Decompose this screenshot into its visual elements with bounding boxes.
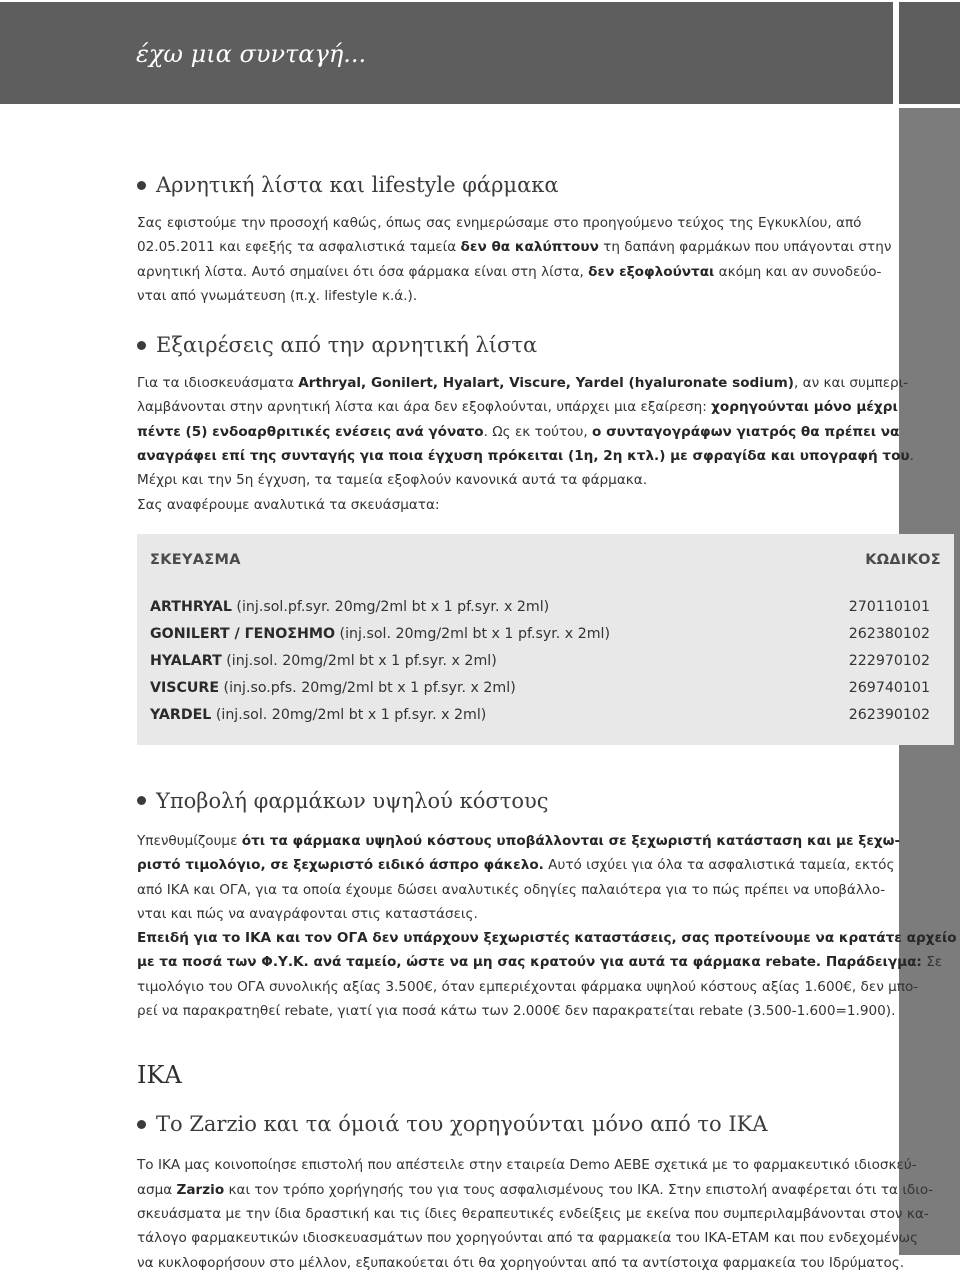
text-line — [137, 829, 954, 853]
text-line — [137, 999, 954, 1023]
table-row — [137, 648, 954, 675]
text-line — [137, 1251, 954, 1275]
bold-text: με τα ποσά των Φ.Υ.Κ. ανά ταμείο, ώστε να μη σας κρατούν για αυτά τα φάρμακα rebate. Παράδειγμα: — [137, 954, 922, 971]
text: Μέχρι και την 5η έγχυση, τα ταμεία εξοφλούν κανονικά αυτά τα φάρμακα. — [137, 472, 648, 489]
product-name: ARTHRYAL — [150, 599, 232, 616]
side-accent-top — [899, 2, 960, 104]
text: , αν και συμπερι- — [793, 375, 909, 392]
product-desc: (inj.so.pfs. 20mg/2ml bt x 1 pf.syr. x 2ml) — [219, 680, 516, 697]
text: τιμολόγιο του ΟΓΑ συνολικής αξίας 3.500€, όταν εμπεριέχονται φάρμακα υψηλού κόστους αξίας 1.600€, δεν μπο- — [137, 978, 919, 995]
product-desc: (inj.sol. 20mg/2ml bt x 1 pf.syr. x 2ml) — [221, 653, 497, 670]
bold-text: Zarzio — [176, 1181, 225, 1198]
text-line — [137, 468, 954, 492]
bullet-icon — [137, 796, 146, 805]
bold-text: χορηγούνται μόνο μέχρι — [711, 399, 898, 416]
paragraph-zarzio — [137, 1153, 954, 1274]
product-code: 269740101 — [848, 680, 930, 697]
text: Το ΙΚΑ μας κοινοποίησε επιστολή που απέστειλε στην εταιρεία Demo ΑΕΒΕ σχετικά με το φαρμακευτικό ιδιοσκεύ- — [137, 1157, 917, 1174]
table-row — [137, 594, 954, 621]
text-line — [137, 975, 954, 999]
header-bar — [0, 2, 893, 104]
text: Αυτό ισχύει για όλα τα ασφαλιστικά ταμεία, εκτός — [543, 857, 895, 874]
text-line — [137, 950, 954, 974]
product-desc: (inj.sol. 20mg/2ml bt x 1 pf.syr. x 2ml) — [211, 707, 487, 724]
product-name: GONILERT / ΓΕΝΟΣΗΜΟ — [150, 626, 336, 643]
text: Για τα ιδιοσκευάσματα — [137, 375, 299, 392]
text: νται από γνωμάτευση (π.χ. lifestyle κ.ά.). — [137, 287, 418, 304]
product-name: VISCURE — [150, 680, 220, 697]
text: τάλογο φαρμακευτικών ιδιοσκευασμάτων που χορηγούνται από τα φαρμακεία του ΙΚΑ-ΕΤΑΜ και που ενδεχομένως — [137, 1230, 919, 1247]
bold-text: αναγράφει επί της συνταγής για ποια έγχυση πρόκειται (1η, 2η κτλ.) με σφραγίδα και υπογραφή του — [137, 448, 910, 465]
table-row — [137, 702, 954, 729]
product-code: 262380102 — [848, 626, 930, 643]
text: λαμβάνονται στην αρνητική λίστα και άρα δεν εξοφλούνται, υπάρχει μια εξαίρεση: — [137, 399, 712, 416]
text: τη δαπάνη φαρμάκων που υπάγονται στην — [598, 239, 892, 256]
paragraph-lifestyle — [137, 211, 954, 308]
bullet-icon — [137, 341, 146, 350]
text-line — [137, 235, 954, 259]
product-name: HYALART — [150, 653, 222, 670]
text: 02.05.2011 και εφεξής τα ασφαλιστικά ταμεία — [137, 239, 461, 256]
product-name: YARDEL — [150, 707, 212, 724]
bullet-icon — [137, 181, 146, 190]
bold-text: Arthryal, Gonilert, Hyalart, Viscure, Yardel (hyaluronate sodium) — [298, 375, 794, 392]
text-line — [137, 1202, 954, 1226]
text-line — [137, 395, 954, 419]
text: ρεί να παρακρατηθεί rebate, γιατί για ποσά κάτω των 2.000€ δεν παρακρατείται rebate (3.500-1.600=1.900). — [137, 1003, 896, 1020]
bold-text: ο συνταγογράφων γιατρός θα πρέπει να — [592, 423, 900, 440]
text: σκευάσματα με την ίδια δραστική και τις ίδιες θεραπευτικές ενδείξεις με εκείνα που συμπεριλαμβάνονται στον κα- — [137, 1205, 929, 1222]
text: από ΙΚΑ και ΟΓΑ, για τα οποία έχουμε δώσει αναλυτικές οδηγίες παλαιότερα για το πώς πρέπει να υποβάλλο- — [137, 881, 886, 898]
bold-text: ριστό τιμολόγιο, σε ξεχωριστό ειδικό άσπρο φάκελο. — [137, 857, 544, 874]
text: . — [909, 448, 914, 465]
text-line — [137, 420, 954, 444]
paragraph-high-cost — [137, 829, 957, 1023]
product-desc: (inj.sol.pf.syr. 20mg/2ml bt x 1 pf.syr. x 2ml) — [231, 599, 550, 616]
text-line — [137, 1178, 954, 1202]
text: . Ως εκ τούτου, — [483, 423, 593, 440]
products-table — [137, 534, 954, 745]
section-heading-high-cost: Υποβολή φαρμάκων υψηλού κόστους — [137, 786, 954, 816]
ika-section-title: ΙΚΑ — [137, 1061, 182, 1090]
column-header-product: ΣΚΕΥΑΣΜΑ — [150, 551, 241, 568]
text-line — [137, 211, 954, 235]
text-line — [137, 926, 957, 950]
text: ακόμη και αν συνοδεύο- — [714, 263, 882, 280]
text-line — [137, 371, 954, 395]
text-line — [137, 284, 954, 308]
bullet-icon — [137, 1120, 146, 1129]
text-line — [137, 444, 954, 468]
paragraph-exceptions — [137, 371, 954, 517]
product-code: 222970102 — [848, 653, 930, 670]
text: αρνητική λίστα. Αυτό σημαίνει ότι όσα φάρμακα είναι στη λίστα, — [137, 263, 589, 280]
bold-text: πέντε (5) ενδοαρθριτικές ενέσεις ανά γόνατο — [137, 423, 484, 440]
product-code: 270110101 — [848, 599, 930, 616]
text-line — [137, 493, 954, 517]
text: Σας αναφέρουμε αναλυτικά τα σκευάσματα: — [137, 496, 440, 513]
page-title: έχω μια συνταγή... — [136, 40, 367, 68]
table-row — [137, 621, 954, 648]
text: νται και πώς να αναγράφονται στις καταστάσεις. — [137, 905, 478, 922]
bold-text: ότι τα φάρμακα υψηλού κόστους υποβάλλονται σε ξεχωριστή κατάσταση και με ξεχω- — [241, 832, 901, 849]
text-line — [137, 1226, 954, 1250]
bold-text: δεν εξοφλούνται — [588, 263, 715, 280]
text-line — [137, 853, 954, 877]
text: να κυκλοφορήσουν στο μέλλον, εξυπακούεται ότι θα χορηγούνται από τα αντίστοιχα φαρμακεία του Ιδρύματος. — [137, 1254, 905, 1271]
text-line — [137, 902, 954, 926]
text-line — [137, 878, 954, 902]
text: Σας εφιστούμε την προσοχή καθώς, όπως σας ενημερώσαμε στο προηγούμενο τεύχος της Εγκυκλίου, από — [137, 215, 862, 231]
text: Υπενθυμίζουμε — [137, 832, 242, 849]
section-heading-exceptions: Εξαιρέσεις από την αρνητική λίστα — [137, 330, 954, 360]
section-heading-zarzio: Το Zarzio και τα όμοιά του χορηγούνται μόνο από το ΙΚΑ — [137, 1109, 954, 1139]
text-line — [137, 260, 954, 284]
text: και τον τρόπο χορήγησής του για τους ασφαλισμένους του ΙΚΑ. Στην επιστολή αναφέρεται ότι τα ιδιο- — [224, 1181, 934, 1198]
product-code: 262390102 — [848, 707, 930, 724]
text-line — [137, 1153, 954, 1177]
column-header-code: ΚΩΔΙΚΟΣ — [865, 551, 941, 568]
content — [137, 168, 957, 1275]
text: ασμα — [137, 1181, 177, 1198]
table-header — [137, 546, 954, 574]
text: Σε — [921, 954, 943, 971]
product-desc: (inj.sol. 20mg/2ml bt x 1 pf.syr. x 2ml) — [335, 626, 611, 643]
bold-text: δεν θα καλύπτουν — [460, 239, 599, 256]
table-row — [137, 675, 954, 702]
section-heading-lifestyle: Αρνητική λίστα και lifestyle φάρμακα — [137, 170, 954, 200]
bold-text: Επειδή για το ΙΚΑ και τον ΟΓΑ δεν υπάρχουν ξεχωριστές καταστάσεις, σας προτείνουμε να κρατάτε αρχείο — [137, 930, 957, 947]
